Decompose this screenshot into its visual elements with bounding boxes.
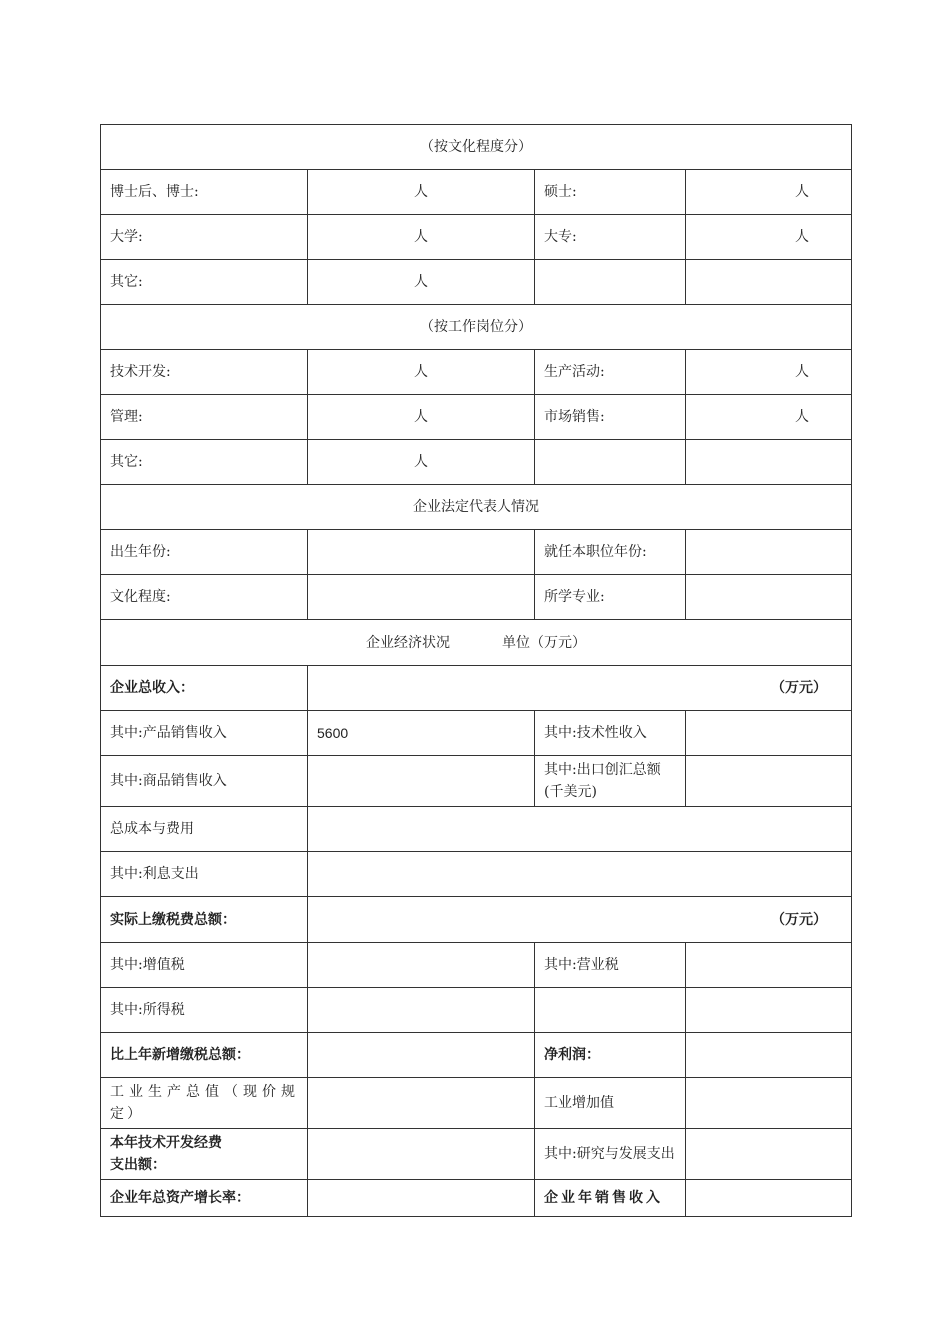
- bachelor-label: 大学:: [101, 215, 308, 260]
- vat-field[interactable]: [308, 943, 535, 988]
- industrial-output-field[interactable]: [308, 1078, 535, 1129]
- tenure-year-label: 就任本职位年份:: [535, 530, 686, 575]
- phd-label: 博士后、博士:: [101, 170, 308, 215]
- new-tax-field[interactable]: [308, 1033, 535, 1078]
- phd-count-field[interactable]: 人: [308, 170, 535, 215]
- tech-dev-count-field[interactable]: 人: [308, 350, 535, 395]
- college-label: 大专:: [535, 215, 686, 260]
- birth-year-field[interactable]: [308, 530, 535, 575]
- production-count-field[interactable]: 人: [686, 350, 852, 395]
- education-other-label: 其它:: [101, 260, 308, 305]
- tenure-year-field[interactable]: [686, 530, 852, 575]
- total-cost-field[interactable]: [308, 807, 852, 852]
- empty-cell: [535, 260, 686, 305]
- empty-cell: [686, 988, 852, 1033]
- economy-unit-title: 单位（万元）: [502, 634, 586, 651]
- birth-year-label: 出生年份:: [101, 530, 308, 575]
- tech-income-field[interactable]: [686, 711, 852, 756]
- interest-field[interactable]: [308, 852, 852, 897]
- rd-spend-label-line1: 本年技术开发经费: [110, 1135, 222, 1151]
- education-other-count-field[interactable]: 人: [308, 260, 535, 305]
- enterprise-form-table: [100, 124, 852, 1217]
- asset-growth-label: 企业年总资产增长率：: [101, 1180, 308, 1217]
- total-cost-label: 总成本与费用: [101, 807, 308, 852]
- total-income-label: 企业总收入：: [101, 666, 308, 711]
- product-sales-label: 其中:产品销售收入: [101, 711, 308, 756]
- production-label: 生产活动:: [535, 350, 686, 395]
- economy-title: 企业经济状况: [366, 634, 450, 651]
- annual-sales-label: 企业年销售收入: [535, 1180, 686, 1217]
- goods-sales-field[interactable]: [308, 756, 535, 807]
- net-profit-label: 净利润：: [535, 1033, 686, 1078]
- empty-cell: [686, 440, 852, 485]
- bachelor-count-field[interactable]: 人: [308, 215, 535, 260]
- income-tax-label: 其中:所得税: [101, 988, 308, 1033]
- rd-spend-label: [101, 1129, 308, 1180]
- tax-total-label: 实际上缴税费总额：: [101, 897, 308, 943]
- rd-label: 其中:研究与发展支出: [535, 1129, 686, 1180]
- college-count-field[interactable]: 人: [686, 215, 852, 260]
- income-tax-field[interactable]: [308, 988, 535, 1033]
- economy-section-header: [101, 620, 852, 666]
- position-other-count-field[interactable]: 人: [308, 440, 535, 485]
- asset-growth-field[interactable]: [308, 1180, 535, 1217]
- rep-education-field[interactable]: [308, 575, 535, 620]
- position-section-header: （按工作岗位分）: [101, 305, 852, 350]
- empty-cell: [686, 260, 852, 305]
- position-other-label: 其它:: [101, 440, 308, 485]
- rep-education-label: 文化程度:: [101, 575, 308, 620]
- master-label: 硕士:: [535, 170, 686, 215]
- management-label: 管理:: [101, 395, 308, 440]
- rd-field[interactable]: [686, 1129, 852, 1180]
- business-tax-label: 其中:营业税: [535, 943, 686, 988]
- marketing-count-field[interactable]: 人: [686, 395, 852, 440]
- industrial-output-label: 工业生产总值（现价规定）: [101, 1078, 308, 1129]
- marketing-label: 市场销售:: [535, 395, 686, 440]
- major-label: 所学专业:: [535, 575, 686, 620]
- empty-cell: [535, 988, 686, 1033]
- new-tax-label: 比上年新增缴税总额：: [101, 1033, 308, 1078]
- major-field[interactable]: [686, 575, 852, 620]
- rd-spend-label-line2: 支出额：: [110, 1157, 166, 1173]
- total-income-field[interactable]: （万元）: [308, 666, 852, 711]
- management-count-field[interactable]: 人: [308, 395, 535, 440]
- master-count-field[interactable]: 人: [686, 170, 852, 215]
- net-profit-field[interactable]: [686, 1033, 852, 1078]
- education-section-header: （按文化程度分）: [101, 125, 852, 170]
- goods-sales-label: 其中:商品销售收入: [101, 756, 308, 807]
- empty-cell: [535, 440, 686, 485]
- rd-spend-field[interactable]: [308, 1129, 535, 1180]
- vat-label: 其中:增值税: [101, 943, 308, 988]
- tech-income-label: 其中:技术性收入: [535, 711, 686, 756]
- product-sales-field[interactable]: 5600: [308, 711, 535, 756]
- interest-label: 其中:利息支出: [101, 852, 308, 897]
- annual-sales-field[interactable]: [686, 1180, 852, 1217]
- tax-total-field[interactable]: （万元）: [308, 897, 852, 943]
- export-label: 其中:出口创汇总额(千美元): [535, 756, 686, 807]
- tech-dev-label: 技术开发:: [101, 350, 308, 395]
- export-field[interactable]: [686, 756, 852, 807]
- legal-rep-section-header: 企业法定代表人情况: [101, 485, 852, 530]
- industrial-added-field[interactable]: [686, 1078, 852, 1129]
- business-tax-field[interactable]: [686, 943, 852, 988]
- industrial-added-label: 工业增加值: [535, 1078, 686, 1129]
